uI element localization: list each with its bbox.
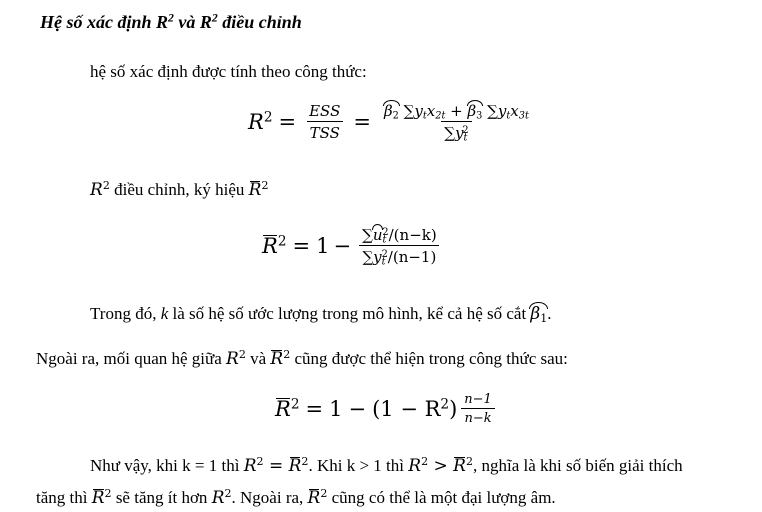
section-title: Hệ số xác định $R^2$ và $R^2$ điều chỉnh bbox=[40, 11, 302, 32]
fraction-n-terms: $\frac{n-1}{n-k}$ bbox=[461, 392, 495, 426]
formula-adjusted-r: $R^2$ = 1 − $\frac{\sum u_t^2/(n-k)}{\sum y_t^2/(n-1)}$ bbox=[262, 226, 444, 266]
conclusion-line-1: Như vậy, khi k = 1 thì $R^2 = R^2$. Khi k > 1 thì $R^2 > R^2$, nghĩa là khi số biến giải thích bbox=[90, 454, 683, 476]
fraction-ess-tss: $\frac{\text{ESS}}{\text{TSS}}$ bbox=[306, 102, 343, 142]
fraction-beta-sums: $\frac{\beta_2 \sum y_tx_{2t} + \beta_3 \sum y_tx_{3t}}{\sum y_t^2}$ bbox=[383, 102, 529, 144]
formula-relation: $R^2$ = 1 − $(1 - R^2)$ $\frac{n-1}{n-k}$ bbox=[275, 392, 499, 426]
intro-text: hệ số xác định được tính theo công thức: bbox=[90, 62, 367, 81]
adjusted-r-intro: $R^2$ điều chỉnh, ký hiệu $R^2$ bbox=[90, 178, 269, 200]
k-definition: Trong đó, k là số hệ số ước lượng trong mô hình, kể cả hệ số cắt $\beta_1$. bbox=[90, 304, 552, 325]
formula-r-squared: $R^2$ = $\frac{\text{ESS}}{\text{TSS}}$ = $\frac{\beta_2 \sum y_tx_{2t} + \beta_3 \sum y_tx_{3t}}{\sum y_t^2}$ bbox=[248, 102, 536, 142]
relation-text: Ngoài ra, mối quan hệ giữa $R^2$ và $R^2$ cũng được thể hiện trong công thức sau: bbox=[36, 347, 568, 369]
conclusion-line-2: tăng thì $R^2$ sẽ tăng ít hơn $R^2$. Ngoài ra, $R^2$ cũng có thể là một đại lượng âm. bbox=[36, 486, 556, 508]
fraction-residuals: $\frac{\sum u_t^2/(n-k)}{\sum y_t^2/(n-1)}$ bbox=[359, 226, 440, 266]
